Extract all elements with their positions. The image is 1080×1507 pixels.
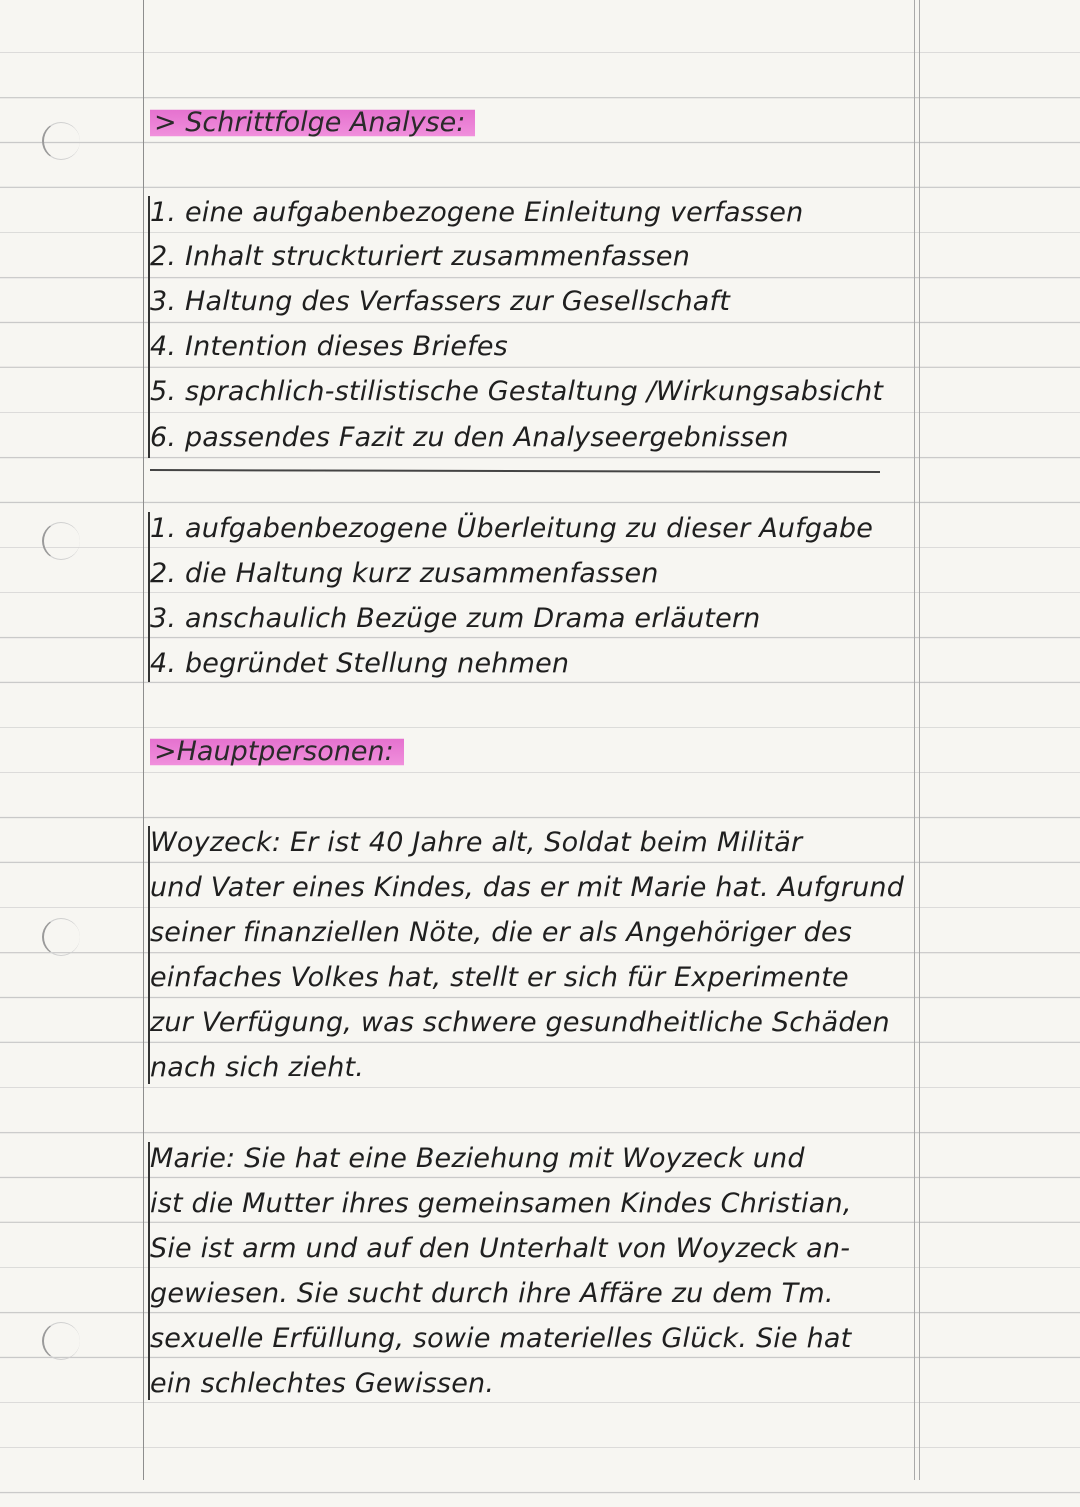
woyzeck-line-2: und Vater eines Kindes, das er mit Marie hat. Aufgrund [150, 872, 905, 903]
marie-line-5: sexuelle Erfüllung, sowie materielles Glück. Sie hat [150, 1323, 852, 1354]
marie-line-2: ist die Mutter ihres gemeinsamen Kindes Christian, [150, 1188, 852, 1219]
left-margin-line [143, 0, 144, 1480]
woyzeck-line-6: nach sich zieht. [150, 1052, 365, 1083]
analyse-step-2: 2. Inhalt struckturiert zusammenfassen [150, 241, 691, 272]
punch-hole [42, 122, 80, 160]
heading-hauptpersonen: >Hauptpersonen: [150, 735, 404, 769]
punch-hole [42, 522, 80, 560]
paragraph-bracket [148, 826, 150, 1084]
aufgabe-step-1: 1. aufgabenbezogene Überleitung zu dieser Aufgabe [150, 513, 874, 544]
section-divider [150, 469, 880, 473]
paragraph-bracket [148, 1142, 150, 1400]
marie-line-4: gewiesen. Sie sucht durch ihre Affäre zu dem Tm. [150, 1278, 834, 1309]
heading-schrittfolge-analyse: > Schrittfolge Analyse: [150, 106, 475, 140]
analyse-step-5: 5. sprachlich-stilistische Gestaltung /Wirkungsabsicht [150, 376, 884, 407]
marie-line-6: ein schlechtes Gewissen. [150, 1368, 495, 1399]
aufgabe-step-2: 2. die Haltung kurz zusammenfassen [150, 558, 659, 589]
marie-line-1: Marie: Sie hat eine Beziehung mit Woyzeck und [150, 1143, 805, 1174]
analyse-step-6: 6. passendes Fazit zu den Analyseergebnissen [150, 422, 789, 453]
woyzeck-line-3: seiner finanziellen Nöte, die er als Angehöriger des [150, 917, 853, 948]
right-margin-line [914, 0, 915, 1480]
analyse-step-4: 4. Intention dieses Briefes [150, 331, 508, 362]
aufgabe-step-3: 3. anschaulich Bezüge zum Drama erläutern [150, 603, 761, 634]
punch-hole [42, 1322, 80, 1360]
aufgabe-step-4: 4. begründet Stellung nehmen [150, 648, 570, 679]
punch-hole [42, 918, 80, 956]
list-bracket [148, 196, 150, 458]
marie-line-3: Sie ist arm und auf den Unterhalt von Woyzeck an- [150, 1233, 851, 1264]
analyse-step-3: 3. Haltung des Verfassers zur Gesellschaft [150, 286, 731, 317]
woyzeck-line-5: zur Verfügung, was schwere gesundheitliche Schäden [150, 1007, 890, 1038]
analyse-step-1: 1. eine aufgabenbezogene Einleitung verfassen [150, 197, 804, 228]
right-margin-line-inner [919, 0, 920, 1480]
woyzeck-line-1: Woyzeck: Er ist 40 Jahre alt, Soldat beim Militär [150, 827, 803, 858]
woyzeck-line-4: einfaches Volkes hat, stellt er sich für Experimente [150, 962, 849, 993]
